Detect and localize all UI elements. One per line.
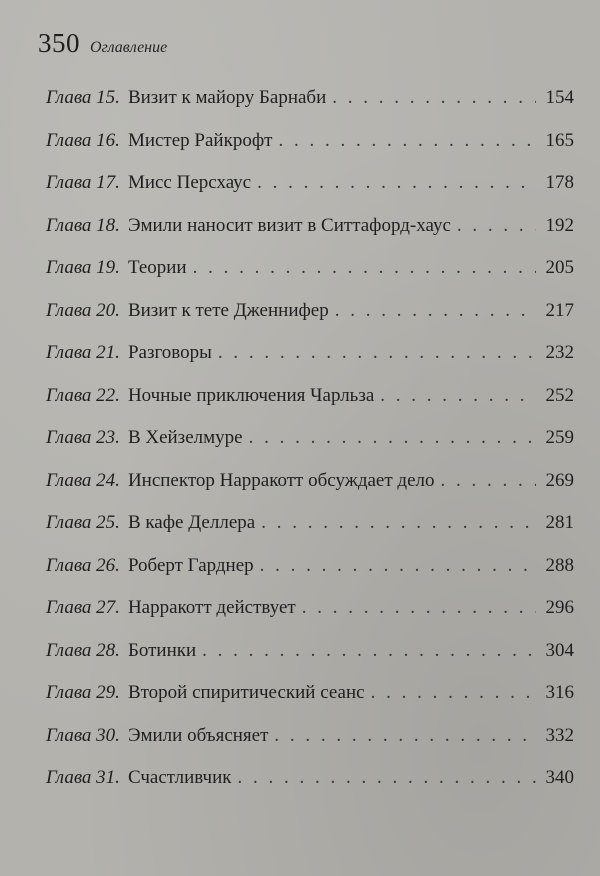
- chapter-label: Глава 26.: [46, 554, 120, 576]
- dot-leader: [237, 767, 536, 789]
- chapter-label: Глава 24.: [46, 469, 120, 491]
- table-of-contents: [46, 87, 574, 810]
- chapter-page-number: 232: [545, 342, 574, 363]
- dot-leader: [380, 385, 536, 407]
- toc-entry-chapter-25: [46, 512, 574, 555]
- toc-entry-chapter-29: [46, 682, 574, 725]
- dot-leader: [274, 725, 536, 747]
- page-header: [38, 28, 167, 59]
- chapter-label: Глава 28.: [46, 639, 120, 661]
- toc-entry-chapter-21: [46, 342, 574, 385]
- chapter-label: Глава 15.: [46, 87, 120, 108]
- chapter-title: Визит к майору Барнаби: [127, 87, 327, 108]
- chapter-label: Глава 30.: [46, 724, 120, 746]
- chapter-title: Нарракотт действует: [127, 597, 296, 618]
- chapter-title: Счастливчик: [127, 767, 232, 788]
- chapter-title: Эмили объясняет: [127, 724, 269, 746]
- chapter-title: Второй спиритический сеанс: [127, 682, 365, 703]
- chapter-page-number: 304: [545, 639, 574, 661]
- chapter-label: Глава 21.: [46, 342, 120, 363]
- chapter-label: Глава 20.: [46, 299, 120, 321]
- chapter-page-number: 154: [545, 87, 574, 108]
- chapter-page-number: 178: [545, 172, 574, 193]
- dot-leader: [457, 215, 536, 237]
- dot-leader: [249, 427, 536, 449]
- chapter-page-number: 332: [545, 724, 574, 746]
- chapter-label: Глава 27.: [46, 597, 120, 618]
- chapter-page-number: 165: [545, 129, 574, 151]
- chapter-title: Роберт Гарднер: [127, 554, 254, 576]
- chapter-title: Ночные приключения Чарльза: [127, 384, 375, 406]
- toc-entry-chapter-26: [46, 555, 574, 598]
- chapter-title: Мистер Райкрофт: [127, 129, 273, 151]
- chapter-page-number: 296: [545, 597, 574, 618]
- chapter-page-number: 340: [545, 767, 574, 788]
- dot-leader: [335, 300, 536, 322]
- chapter-page-number: 269: [545, 469, 574, 491]
- page-number: 350: [38, 28, 80, 58]
- chapter-title: Ботинки: [127, 639, 197, 661]
- chapter-page-number: 316: [545, 682, 574, 703]
- toc-entry-chapter-30: [46, 725, 574, 768]
- chapter-page-number: 259: [545, 427, 574, 448]
- toc-entry-chapter-22: [46, 385, 574, 428]
- chapter-title: Разговоры: [127, 342, 212, 363]
- dot-leader: [371, 682, 536, 704]
- chapter-label: Глава 25.: [46, 512, 120, 533]
- chapter-label: Глава 29.: [46, 682, 120, 703]
- chapter-label: Глава 22.: [46, 384, 120, 406]
- toc-entry-chapter-19: [46, 257, 574, 300]
- chapter-page-number: 288: [545, 554, 574, 576]
- chapter-title: Мисс Персхаус: [127, 172, 252, 193]
- toc-entry-chapter-24: [46, 470, 574, 513]
- dot-leader: [218, 342, 536, 364]
- chapter-title: Визит к тете Дженнифер: [127, 299, 329, 321]
- chapter-label: Глава 31.: [46, 767, 120, 788]
- dot-leader: [202, 640, 536, 662]
- chapter-title: В Хейзелмуре: [127, 427, 243, 448]
- dot-leader: [257, 172, 536, 194]
- dot-leader: [193, 257, 536, 279]
- chapter-title: Инспектор Нарракотт обсуждает дело: [127, 469, 435, 491]
- toc-entry-chapter-27: [46, 597, 574, 640]
- dot-leader: [278, 130, 536, 152]
- chapter-page-number: 205: [545, 257, 574, 278]
- chapter-page-number: 281: [545, 512, 574, 533]
- toc-entry-chapter-18: [46, 215, 574, 258]
- toc-entry-chapter-15: [46, 87, 574, 130]
- toc-entry-chapter-20: [46, 300, 574, 343]
- dot-leader: [441, 470, 537, 492]
- toc-entry-chapter-16: [46, 130, 574, 173]
- chapter-title: Теории: [127, 257, 187, 278]
- chapter-page-number: 252: [545, 384, 574, 406]
- chapter-label: Глава 16.: [46, 129, 120, 151]
- chapter-page-number: 192: [545, 214, 574, 236]
- dot-leader: [302, 597, 536, 619]
- chapter-title: Эмили наносит визит в Ситтафорд-хаус: [127, 214, 451, 236]
- dot-leader: [332, 87, 536, 109]
- chapter-label: Глава 18.: [46, 214, 120, 236]
- chapter-page-number: 217: [545, 299, 574, 321]
- running-title: Оглавление: [90, 39, 168, 56]
- chapter-label: Глава 23.: [46, 427, 120, 448]
- toc-entry-chapter-17: [46, 172, 574, 215]
- chapter-title: В кафе Деллера: [127, 512, 256, 533]
- toc-entry-chapter-31: [46, 767, 574, 810]
- chapter-label: Глава 17.: [46, 172, 120, 193]
- chapter-label: Глава 19.: [46, 257, 120, 278]
- toc-entry-chapter-28: [46, 640, 574, 683]
- dot-leader: [260, 555, 536, 577]
- toc-entry-chapter-23: [46, 427, 574, 470]
- dot-leader: [261, 512, 536, 534]
